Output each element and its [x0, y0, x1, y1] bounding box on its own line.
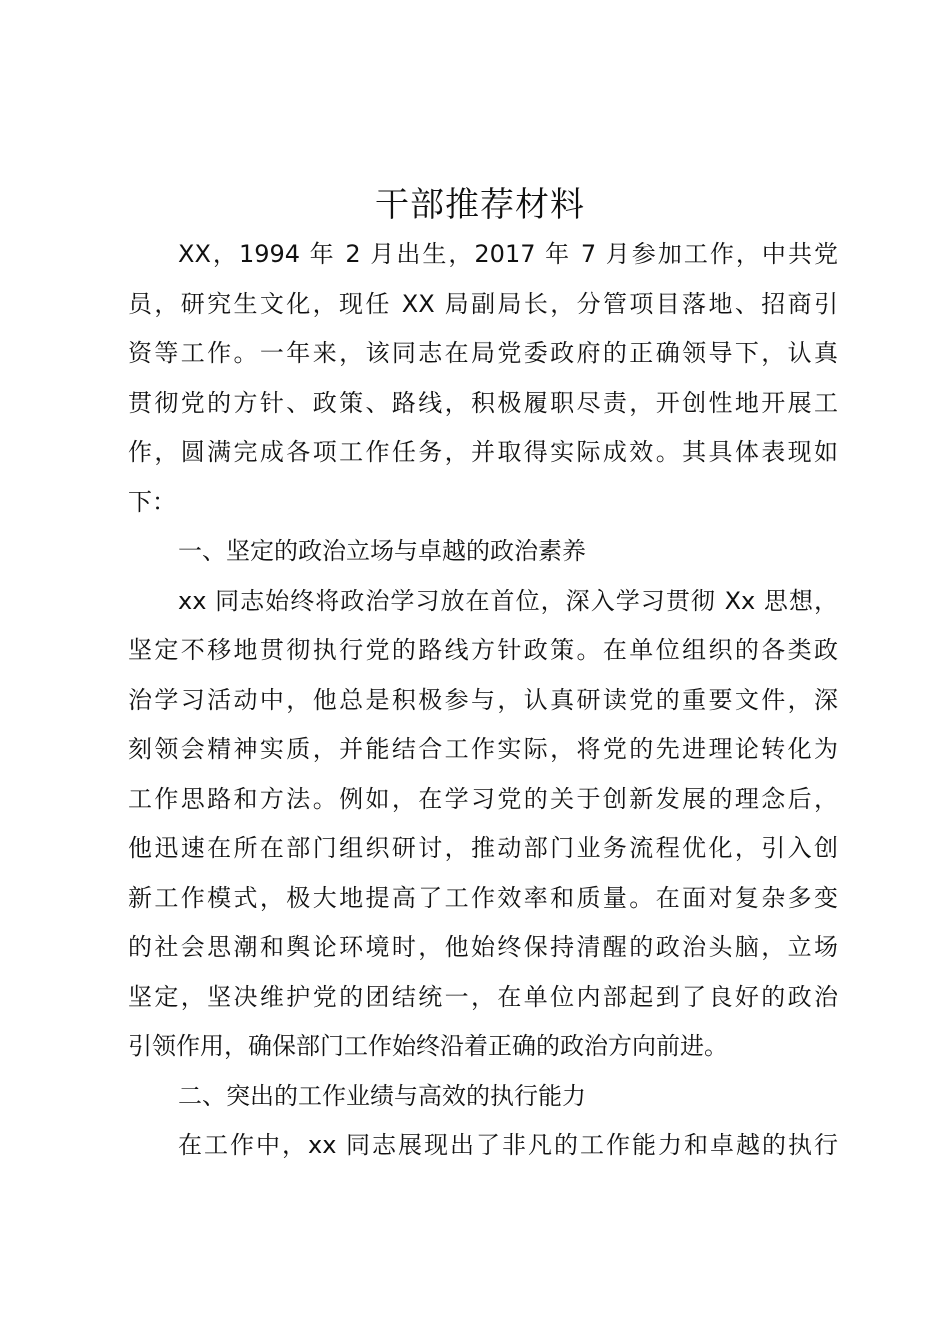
paragraph-line: 治学习活动中，他总是积极参与，认真研读党的重要文件，深	[128, 685, 838, 714]
paragraph-line: 员，研究生文化，现任 XX 局副局长，分管项目落地、招商引	[128, 289, 838, 318]
document-title: 干部推荐材料	[375, 185, 585, 225]
paragraph-line: 坚定不移地贯彻执行党的路线方针政策。在单位组织的各类政	[128, 636, 838, 664]
paragraph-line: 刻领会精神实质，并能结合工作实际，将党的先进理论转化为	[128, 735, 838, 763]
paragraph-line: 工作思路和方法。例如，在学习党的关于创新发展的理念后，	[128, 784, 838, 813]
paragraph-line: 引领作用，确保部门工作始终沿着正确的政治方向前进。	[128, 1032, 728, 1060]
paragraph-line: 的社会思潮和舆论环境时，他始终保持清醒的政治头脑，立场	[128, 933, 838, 961]
paragraph-line: xx 同志始终将政治学习放在首位，深入学习贯彻 Xx 思想，	[178, 586, 838, 615]
paragraph-line: XX，1994 年 2 月出生，2017 年 7 月参加工作，中共党	[178, 240, 838, 268]
paragraph-line: 坚定，坚决维护党的团结统一，在单位内部起到了良好的政治	[128, 982, 838, 1011]
paragraph-line: 资等工作。一年来，该同志在局党委政府的正确领导下，认真	[128, 339, 838, 367]
paragraph-line: 他迅速在所在部门组织研讨，推动部门业务流程优化，引入创	[128, 834, 838, 862]
document-body	[128, 230, 838, 1171]
paragraph-line: 贯彻党的方针、政策、路线，积极履职尽责，开创性地开展工	[128, 388, 838, 417]
paragraph-line: 作，圆满完成各项工作任务，并取得实际成效。其具体表现如	[128, 438, 838, 466]
paragraph-line: 下：	[128, 487, 176, 516]
section-heading: 一、坚定的政治立场与卓越的政治素养	[178, 537, 586, 565]
paragraph-line: 在工作中，xx 同志展现出了非凡的工作能力和卓越的执行	[178, 1131, 838, 1159]
paragraph-line: 新工作模式，极大地提高了工作效率和质量。在面对复杂多变	[128, 883, 838, 912]
section-heading: 二、突出的工作业绩与高效的执行能力	[178, 1081, 586, 1110]
